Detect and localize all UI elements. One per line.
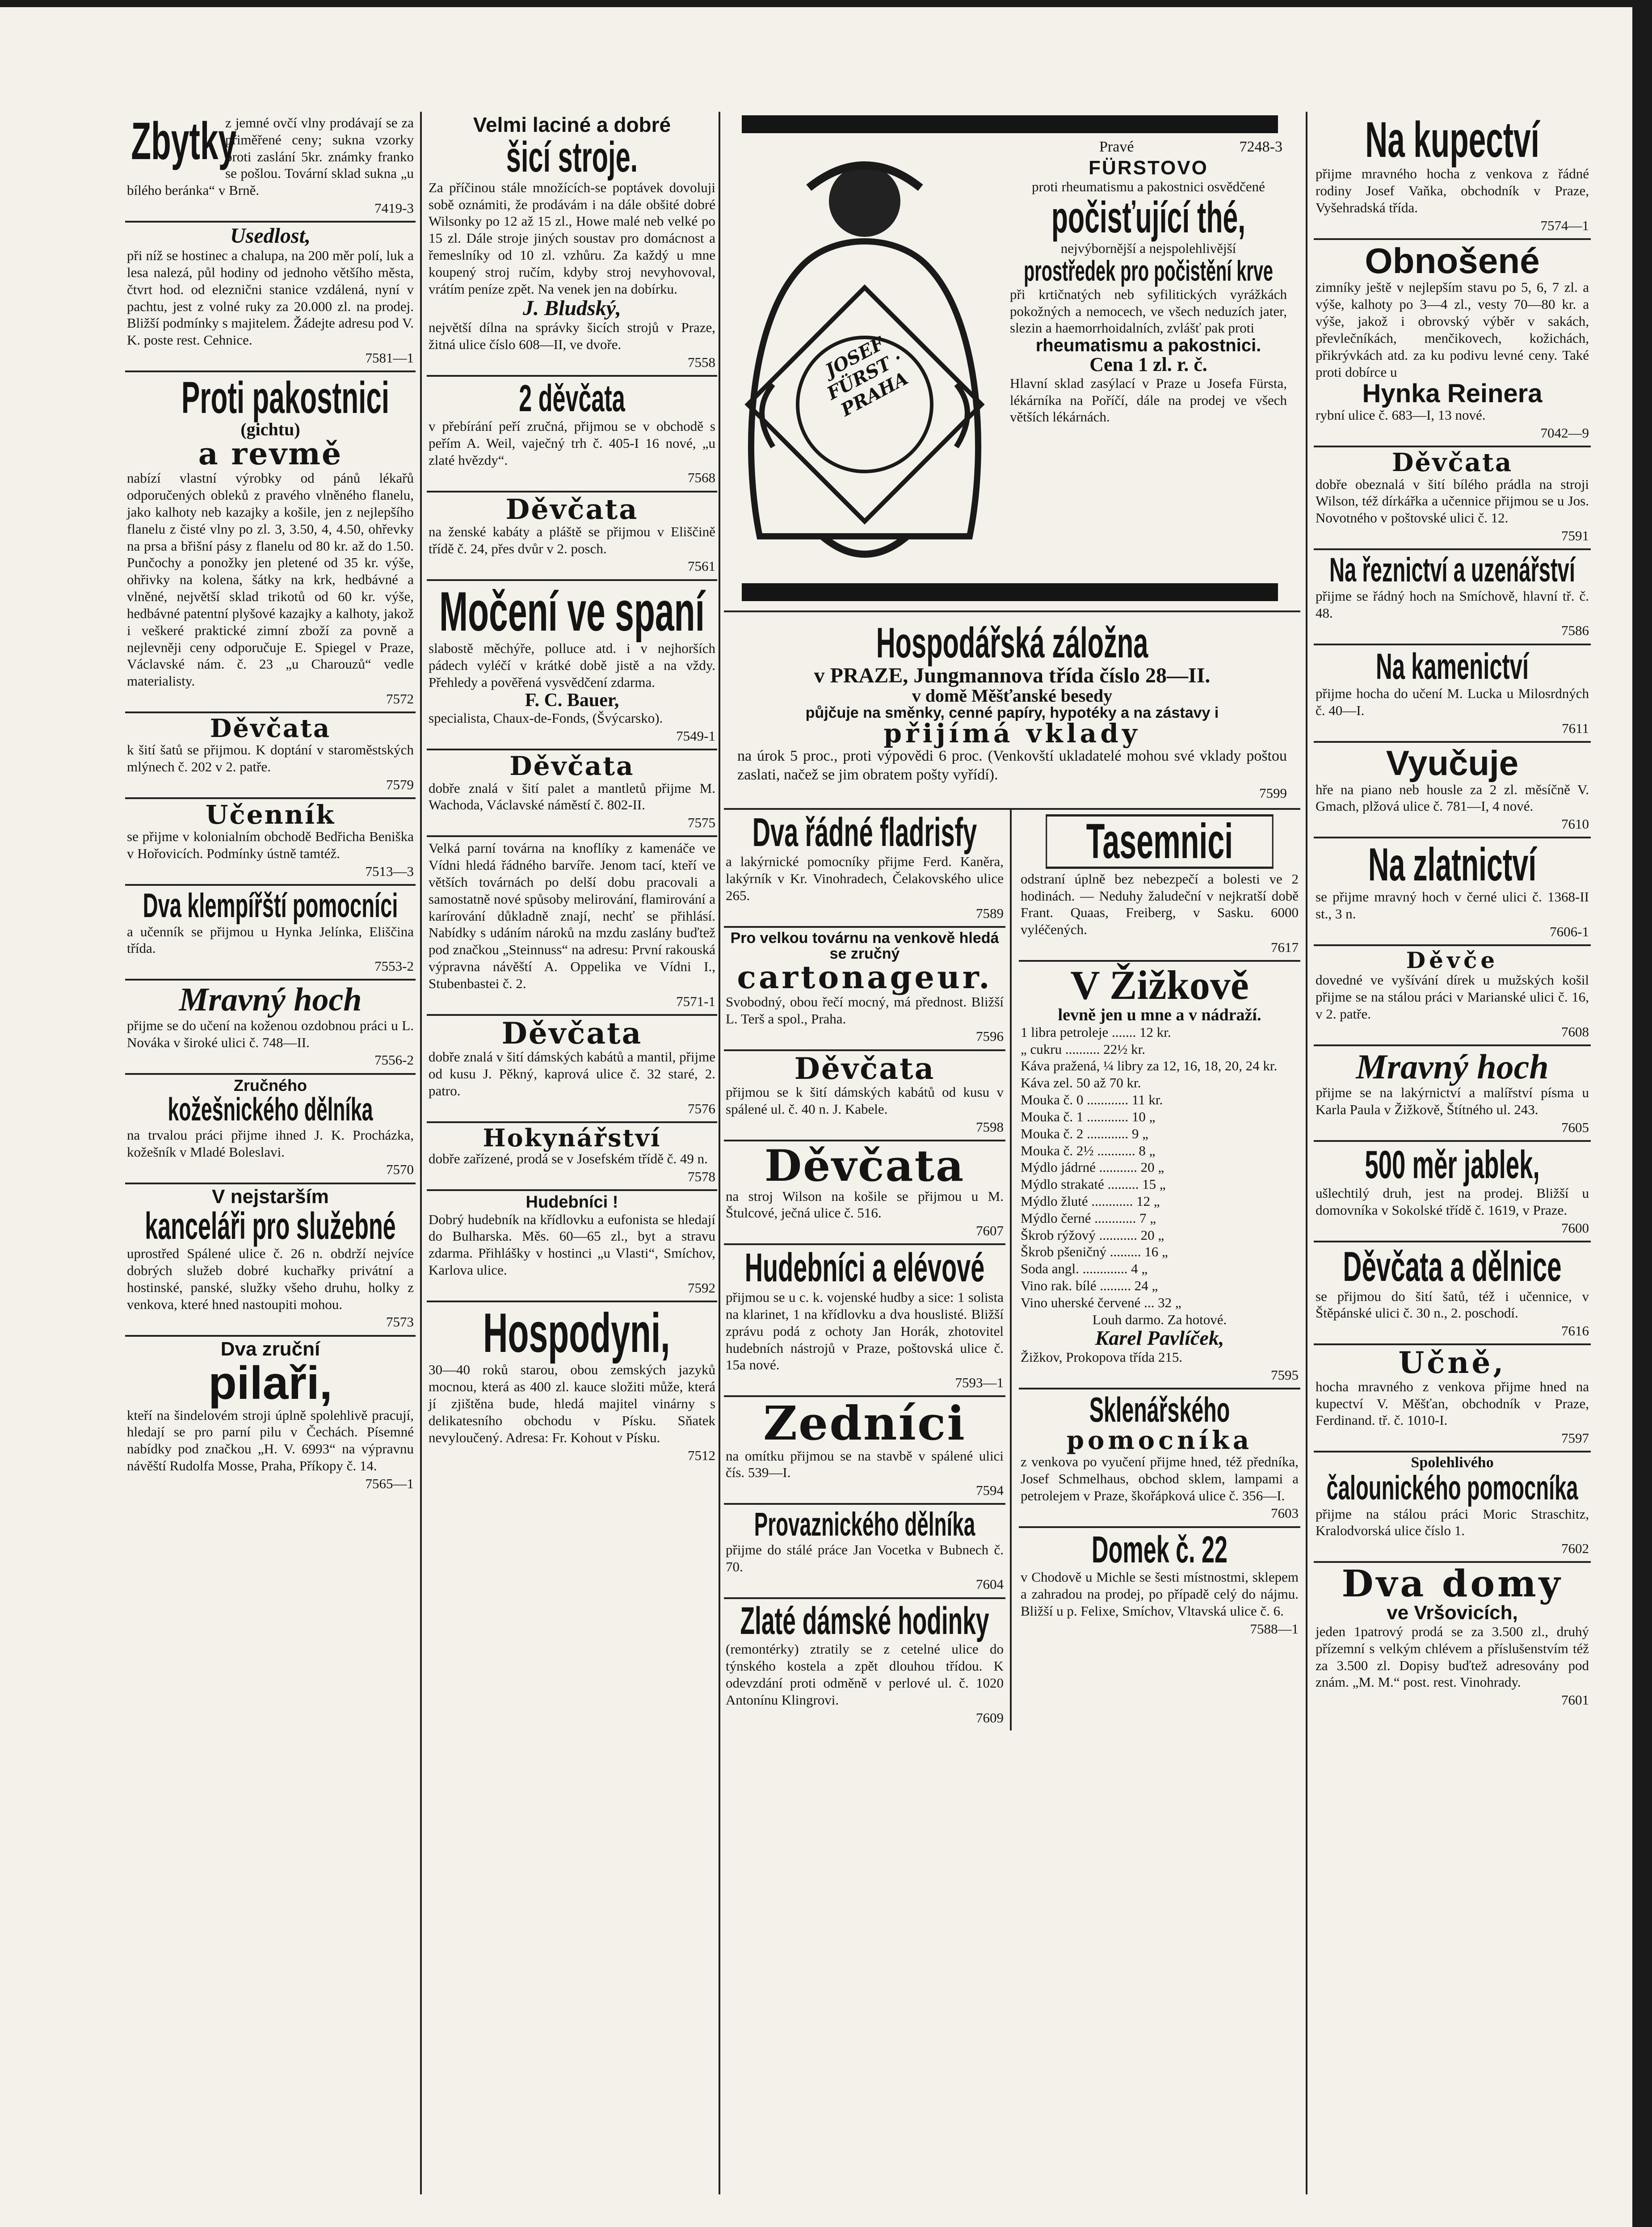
ad-zlatnictvi xyxy=(1314,838,1591,946)
column-3-split xyxy=(724,810,1300,1730)
ad-number: 7589 xyxy=(976,905,1004,921)
ad-headline: Učenník xyxy=(205,800,336,830)
ad-number: 7571-1 xyxy=(676,993,715,1009)
ad-number: 7556-2 xyxy=(374,1052,414,1068)
ad-headline: Děvčata xyxy=(764,1141,965,1191)
ad-text: Velká parní továrna na knoflíky z kamenáče ve Vídni hledá řádného barvíře. Jenom tací, kteří ve větších továrnách po delší dobu pracovali a samostatně nové spůsoby melirování, flamirování a karírování důkladně znají, nechť se přihlásí. Nabídky s udáním nároků na mzdu zaslány buďtež pod značkou „Steinnuss“ na adresu: První rakouská výpravna návěští A. Oppelika ve Vídni I., Stubenbastei č. 2. xyxy=(429,840,715,991)
ad-text: přijme se do učení na koženou ozdobnou práci u L. Nováka v široké ulici č. 748—II. xyxy=(127,1017,414,1050)
ad-headline: Děvčata xyxy=(210,714,331,744)
column-1 xyxy=(125,112,416,2194)
ad-services: půjčuje na směnky, cenné papíry, hypotéky a na zástavy i xyxy=(805,704,1219,721)
ad-text: jeden 1patrový prodá se za 3.500 zl., druhý přízemní s velkým chlévem a příslušenstvím též za 3.500 zl. Dopisy buďtež adresovány pod znám. „M. M.“ post. rest. Vinohrady. xyxy=(1316,1623,1589,1690)
ad-text: při krtičnatých neb syfilitických vyrážkách pokožných a nemocech, ve všech neduzích jater, slezin a haemorrhoidalních, zvlášť pak proti xyxy=(1010,286,1287,336)
ad-number: 7568 xyxy=(688,470,715,486)
ad-preheadline: Velmi laciné a dobré xyxy=(473,113,671,136)
ad-brand: FÜRSTOVO xyxy=(1089,157,1208,179)
ad-headline: Vyučuje xyxy=(1386,743,1519,783)
ad-number: 7570 xyxy=(386,1162,414,1178)
ad-number: 7606-1 xyxy=(1550,924,1589,940)
price-list-item: Mouka č. 0 ............ 11 kr. xyxy=(1021,1092,1163,1108)
price-list-item: „ cukru .......... 22½ kr. xyxy=(1021,1041,1145,1057)
ad-usedlost xyxy=(125,223,416,372)
ad-number: 7588—1 xyxy=(1250,1621,1299,1637)
price-list-item: Škrob pšeničný ......... 16 „ xyxy=(1021,1244,1168,1260)
ad-devcata-kabaty xyxy=(427,493,717,581)
ad-number: 7596 xyxy=(976,1028,1004,1044)
ad-number: 7419-3 xyxy=(374,200,414,216)
vignette-seal-text: JOSEF FÜRST · PRAHA xyxy=(822,333,912,421)
price-list-item: Mouka č. 1 ............ 10 „ xyxy=(1021,1108,1156,1124)
ad-zednici xyxy=(724,1397,1005,1505)
ad-headline: šicí stroje. xyxy=(506,133,638,181)
ad-number: 7599 xyxy=(1259,785,1287,801)
ad-number: 7572 xyxy=(386,690,414,707)
ad-vyucuje xyxy=(1314,743,1591,838)
ad-text: se přijme v kolonialním obchodě Bedřicha Beniška v Hořovicích. Podmínky ústně tamtéž. xyxy=(127,829,414,862)
ad-reznictvi xyxy=(1314,550,1591,645)
ad-number: 7575 xyxy=(688,815,715,831)
ad-devcata-kabatu xyxy=(724,1051,1005,1141)
ad-headline-2: přijímá vklady xyxy=(883,718,1141,749)
ad-ucennik xyxy=(125,799,416,886)
ad-text: slabostě měchýře, polluce atd. i v nejhorších pádech vyléčí v krátké době jistě a na vždy. Přehledy a pověřená vysvědčení zdarma. xyxy=(429,640,715,690)
ad-preheadline: Pro velkou továrnu na venkově hledá se zručný xyxy=(730,930,999,962)
column-rule xyxy=(719,112,720,2194)
ad-text: při níž se hostinec a chalupa, na 200 měr polí, luk a lesa nalezá, půl hodiny od jednoho většího města, čtvrt hod. od eleznični stanice vzdálená, nyní v pachtu, jest z volné ruky za 20.000 zl. na prodej. Bližší podmínky s majitelem. Žádejte adresu pod V. K. poste rest. Cehnice. xyxy=(127,248,414,348)
ad-preheadline: Sklenářského xyxy=(1089,1390,1230,1430)
ad-text: přijme mravného hocha z venkova z řádné rodiny Josef Vaňka, obchodník v Praze, Vyšehradská třída. xyxy=(1316,166,1589,215)
ad-hudebnici xyxy=(427,1191,717,1302)
ad-domek xyxy=(1019,1528,1300,1642)
ad-headline: Hudebníci ! xyxy=(525,1192,618,1212)
ad-number: 7611 xyxy=(1562,720,1589,736)
ad-text-2: rybní ulice č. 683—I, 13 nové. xyxy=(1316,407,1486,423)
ad-number: 7591 xyxy=(1561,528,1589,544)
ad-kupectvi xyxy=(1314,112,1591,240)
ad-headline: Na řeznictví a uzenářství xyxy=(1329,551,1575,589)
ad-text: přijme do stálé práce Jan Vocetka v Bubnech č. 70. xyxy=(726,1541,1004,1574)
ad-mravny-hoch xyxy=(125,981,416,1074)
ad-signature: Hynka Reinera xyxy=(1362,379,1543,408)
page-edge-right xyxy=(1632,0,1652,2227)
ad-headline: Zbytky xyxy=(131,112,237,171)
ad-text: na omítku přijmou se na stavbě v spálené ulici čís. 539—I. xyxy=(726,1448,1004,1481)
ad-signature: Karel Pavlíček, xyxy=(1095,1326,1224,1350)
ad-text: k šití šatů se přijmou. K doptání v staroměstských mlýnech č. 202 v 2. patře. xyxy=(127,742,414,775)
ad-text: Žižkov, Prokopova třída 215. xyxy=(1021,1349,1183,1365)
ad-headline: Dva klempířští pomocníci xyxy=(143,887,398,925)
ad-headline: Učně, xyxy=(1398,1345,1506,1381)
ad-text: se přijme mravný hoch v černé ulici č. 1368-II st., 3 n. xyxy=(1316,889,1589,922)
ad-v-zizkove xyxy=(1019,962,1300,1389)
price-list-item: Mýdlo žluté ............ 12 „ xyxy=(1021,1193,1160,1209)
ad-headline: Děvčata xyxy=(505,493,639,526)
price-list-item: Mouka č. 2 ............ 9 „ xyxy=(1021,1125,1148,1141)
ad-provaznik xyxy=(724,1505,1005,1599)
ad-headline: Obnošené xyxy=(1365,240,1540,281)
page-edge-top xyxy=(0,0,1652,7)
ad-text: 30—40 roků starou, obou zemských jazyků mocnou, která as 400 zl. kauce složiti může, která jí zjištěna bude, hledá majitel vinárny s delikatesního obchodu v Písku. Sňatek nevyloučený. Adresa: Fr. Kohout v Písku. xyxy=(429,1362,715,1445)
ad-text-2: Hlavní sklad zasýlací v Praze u Josefa Fürsta, lékárníka na Poříčí, dále na prodej ve všech větších lékárnách. xyxy=(1010,375,1287,425)
price-list xyxy=(1021,1024,1299,1311)
ad-headline: Hospodyni, xyxy=(483,1302,670,1364)
ad-number: 7586 xyxy=(1561,623,1589,639)
ad-text: zimníky ještě v nejlepším stavu po 5, 6, 7 zl. a výše, kalhoty po 3—4 zl., vesty 70—80 kr. a výše, jakož i obrovský výběr v sakách, převlečníkách, menčikovech, kožichách, přikrývkách atd. za ku podivu levné ceny. Také proti dobírce u xyxy=(1316,279,1589,380)
ad-headline: Děvčata a dělnice xyxy=(1343,1242,1562,1290)
ad-kozesnik xyxy=(125,1075,416,1184)
column-4 xyxy=(1314,112,1591,2194)
ad-mravny-hoch-2 xyxy=(1314,1046,1591,1142)
ad-devce xyxy=(1314,946,1591,1046)
ad-headline: Domek č. 22 xyxy=(1092,1528,1227,1570)
ad-headline: pilaři, xyxy=(208,1357,332,1409)
ad-devcata-wilson xyxy=(724,1141,1005,1246)
ad-number: 7558 xyxy=(688,354,715,370)
ad-preheadline: Pravé xyxy=(1099,139,1134,155)
ad-barvire xyxy=(427,837,717,1016)
ad-sici-stroje xyxy=(427,112,717,377)
ad-number: 7042—9 xyxy=(1540,425,1589,441)
ad-text: se přijmou do šití šatů, též i učennice, v Štěpánské ulici č. 30 n., 2. poschodí. xyxy=(1316,1288,1589,1321)
ad-text: dobře obeznalá v šití bílého prádla na stroji Wilson, též dírkářka a učennice přijmou se u Jos. Novotného v poštovské ulici č. 12. xyxy=(1316,476,1589,526)
ad-devcata-mantil xyxy=(427,1016,717,1123)
ad-headline: Děvče xyxy=(1406,947,1499,974)
ad-number: 7605 xyxy=(1561,1120,1589,1136)
ad-tasemnici xyxy=(1019,810,1300,962)
ad-cartonageur xyxy=(724,928,1005,1051)
ad-headline: Děvčata xyxy=(794,1051,935,1086)
column-rule xyxy=(1306,112,1307,2194)
ad-headline: Provaznického dělníka xyxy=(754,1506,975,1543)
ad-text: z venkova po vyučení přijme hned, též předníka, Josef Schmelhaus, obchod sklem, lampami a petrolejem v Praze, škořápková ulice č. 356—I. xyxy=(1021,1454,1299,1503)
ad-ucne xyxy=(1314,1345,1591,1452)
ad-number: 7581—1 xyxy=(365,350,414,366)
ad-preheadline: V nejstarším xyxy=(212,1185,329,1208)
ad-text: a lakýrnické pomocníky přijme Ferd. Kaněra, lakýrník v Kr. Vinohradech, Čelakovského ulice 265. xyxy=(726,854,1004,904)
ad-headline: V Žižkově xyxy=(1070,962,1249,1008)
ad-text: Dobrý hudebník na křídlovku a eufonista se hledají do Bulharska. Měs. 60—65 zl., byt a stravu zdarma. Přihlášky v hostinci „u Vlasti“, Smíchov, Karlova ulice. xyxy=(429,1211,715,1278)
ad-number: 7616 xyxy=(1561,1323,1589,1339)
column-3b xyxy=(1019,810,1300,1730)
ad-delnice xyxy=(1314,1242,1591,1346)
ad-hokynarstvi xyxy=(427,1123,717,1191)
ad-subheadline: (gichtu) xyxy=(240,419,300,440)
ad-signature: J. Bludský, xyxy=(522,296,622,320)
ad-headline: Dva řádné fladrisfy xyxy=(752,810,977,855)
ad-text: přijmou se k šití dámských kabátů od kusu v spálené ul. č. 40 n. J. Kabele. xyxy=(726,1084,1004,1117)
ad-preheadline: Dva zruční xyxy=(220,1338,320,1360)
price-list-item: Mýdlo černé ............ 7 „ xyxy=(1021,1210,1156,1226)
ad-text: a učenník se přijmou u Hynka Jelínka, Eliščina třída. xyxy=(127,923,414,956)
ad-emphasis: rheumatismu a pakostnici. xyxy=(1035,336,1261,356)
ad-headline: cartonageur. xyxy=(737,959,992,996)
ad-signature: F. C. Bauer, xyxy=(525,690,619,711)
ad-number: 7512 xyxy=(688,1447,715,1463)
ad-headline: čalounického pomocníka xyxy=(1326,1469,1578,1507)
ad-address: v PRAZE, Jungmannova třída číslo 28—II. xyxy=(814,663,1211,687)
ad-kancelar xyxy=(125,1184,416,1337)
ad-text: ušlechtilý druh, jest na prodej. Bližší u domovníka v Sokolské třídě č. 1619, v Praze. xyxy=(1316,1185,1589,1218)
ad-sklenar xyxy=(1019,1389,1300,1528)
ad-hodinky xyxy=(724,1599,1005,1730)
ad-headline: Mravný hoch xyxy=(1356,1047,1549,1086)
ad-number: 7608 xyxy=(1561,1023,1589,1040)
ad-text: na ženské kabáty a pláště se přijmou v Eliščině třídě č. 24, přes dvůr v 2. posch. xyxy=(429,523,715,556)
ad-headline: 2 děvčata xyxy=(519,377,625,420)
ad-subtext-2: nejvýbornější a nejspolehlivější xyxy=(1060,240,1236,256)
ad-text: hocha mravného z venkova přijme hned na kupectví V. Měšťan, obchodník v Praze, Ferdinand. tř. č. 1010-I. xyxy=(1316,1378,1589,1428)
ad-devcata-palet xyxy=(427,750,717,837)
price-list-item: Mouka č. 2½ ........... 8 „ xyxy=(1021,1142,1156,1158)
ad-number: 7549-1 xyxy=(676,728,715,744)
column-3a xyxy=(724,810,1012,1730)
price-list-item: Mýdlo jádrné ........... 20 „ xyxy=(1021,1159,1164,1175)
ad-headline-2: prostředek pro počistění krve xyxy=(1024,255,1273,287)
ad-body xyxy=(1010,139,1287,425)
ad-headline: Dva domy xyxy=(1341,1563,1563,1606)
ad-headline: Zedníci xyxy=(763,1397,966,1451)
ad-number: 7609 xyxy=(976,1709,1004,1726)
ad-headline: Usedlost, xyxy=(230,224,311,248)
column-rule xyxy=(420,112,422,2194)
ad-text: přijmou se u c. k. vojenské hudby a sice: 1 solista na klarinet, 1 na křídlovku a dva houslisté. Bližší zprávu podá z ochoty Jan Horák, zhotovitel hudebních nástrojů v Praze, poštovská ulice č. 15a nové. xyxy=(726,1289,1004,1373)
ad-number: 7597 xyxy=(1561,1430,1589,1446)
ad-headline: Hospodářská záložna xyxy=(876,619,1148,667)
ad-headline: pomocníka xyxy=(1066,1425,1253,1455)
ad-text: dobře znalá v šití palet a mantletů přijme M. Wachoda, Václavské náměstí č. 802-II. xyxy=(429,780,715,813)
ad-headline: Děvčata xyxy=(1391,448,1513,478)
ad-number: 7513—3 xyxy=(365,863,414,879)
ad-text: dobře znalá v šití dámských kabátů a mantil, přijme od kusu J. Pěkný, kaprová ulice č. 32 staré, 2. patro. xyxy=(429,1049,715,1099)
ad-headline: Hudebníci a elévové xyxy=(744,1246,985,1291)
ad-pilari xyxy=(125,1337,416,1496)
ad-devcata xyxy=(125,713,416,799)
ad-devcata-pradla xyxy=(1314,447,1591,550)
ornament-banner-bottom xyxy=(742,583,1278,601)
ad-number: 7592 xyxy=(688,1280,715,1296)
ad-headline-2: a revmě xyxy=(198,436,343,472)
ad-number: 7598 xyxy=(976,1119,1004,1135)
ad-subtext: proti rheumatismu a pakostnici osvědčené xyxy=(1032,178,1265,194)
ad-headline: kožešnického dělníka xyxy=(168,1092,373,1128)
column-3 xyxy=(724,112,1300,2194)
price-list-item: Soda angl. ............. 4 „ xyxy=(1021,1261,1148,1277)
ad-number: 7595 xyxy=(1271,1367,1299,1383)
ad-number: 7602 xyxy=(1561,1541,1589,1557)
ad-text: Svobodný, obou řečí mocný, má přednost. Bližší L. Terš a spol., Praha. xyxy=(726,994,1004,1027)
ad-number: 7604 xyxy=(976,1576,1004,1592)
ad-dva-domy xyxy=(1314,1563,1591,1713)
ad-number: 7607 xyxy=(976,1223,1004,1239)
ad-hospodyni xyxy=(427,1302,717,1468)
ad-text: kteří na šindelovém stroji úplně spolehlivě pracují, hledají se pro parní pilu v Čechách. Písemné nabídky pod značkou „H. V. 6993“ na výpravnu návěští Rudolfa Mosse, Praha, Příkopy č. 14. xyxy=(127,1407,414,1474)
price-list-item: Mýdlo strakaté ......... 15 „ xyxy=(1021,1176,1166,1192)
ad-headline: Zlaté dámské hodinky xyxy=(740,1599,989,1642)
ad-number: 7601 xyxy=(1561,1692,1589,1708)
ad-headline: Proti pakostnici xyxy=(181,373,390,423)
ad-text: dobře zařízené, prodá se v Josefském třídě č. 49 n. xyxy=(429,1150,708,1166)
ad-number: 7578 xyxy=(688,1168,715,1184)
ad-text: uprostřed Spálené ulice č. 26 n. obdrží nejvíce dobrých služeb dobré kuchařky privátní a hostinské, panské, služky všeho druhu, holky z venkova, které hned nastoupiti mohou. xyxy=(127,1246,414,1312)
ad-text: Za příčinou stále množících-se poptávek dovoluji sobě oznámiti, že prodávám i na dále obšité dobré Wilsonky po 12 až 15 zl., Howe malé neb velké po 15 zl. Dále stroje jiných soustav pro domácnost a řemeslníky od 10 zl. vzhůru. Za každý u mne koupený stroj ručím, kdyby stroj nevyhovoval, vrátím peníze zpět. Na venek jen na dobírku. xyxy=(429,179,715,297)
ad-headline: Na kamenictví xyxy=(1376,646,1529,687)
ad-headline: kanceláři pro služebné xyxy=(145,1204,396,1247)
ornament-banner-top xyxy=(742,115,1278,133)
ad-text: v Chodově u Michle se šesti místnostmi, sklepem a zahradou na prodej, po případě celý do nájmu. Bližší u p. Felixe, Smíchov, Vltavská ulice č. 6. xyxy=(1021,1569,1299,1619)
price-list-item: Káva pražená, ¼ libry za 12, 16, 18, 20, 24 kr. xyxy=(1021,1058,1278,1074)
ad-klempiri xyxy=(125,886,416,981)
ad-headline: 500 měr jablek, xyxy=(1365,1142,1540,1187)
ad-headline: Děvčata xyxy=(509,751,635,782)
ad-hospodarska-zalozna xyxy=(724,612,1300,810)
ad-number: 7561 xyxy=(688,558,715,574)
ad-number: 7574—1 xyxy=(1540,217,1589,233)
ad-furst-thee xyxy=(724,112,1300,612)
ad-headline: Na kupectví xyxy=(1365,112,1539,168)
ad-fladristy xyxy=(724,810,1005,928)
ad-number: 7579 xyxy=(386,776,414,792)
price-list-item: Vino uherské červené ... 32 „ xyxy=(1021,1294,1181,1310)
ad-headline: Děvčata xyxy=(501,1015,643,1051)
price-list-item: Vino rak. bílé ......... 24 „ xyxy=(1021,1278,1158,1293)
ad-preheadline: Zručného xyxy=(233,1076,307,1095)
ad-number: 7576 xyxy=(688,1100,715,1116)
ad-obnosene xyxy=(1314,240,1591,448)
ad-2-devcata xyxy=(427,377,717,492)
ad-zbytky xyxy=(125,112,416,223)
ad-text: na stroj Wilson na košile se přijmou u M. Štulcové, ječná ulice č. 516. xyxy=(726,1188,1004,1221)
ad-hudebnici-eleve xyxy=(724,1245,1005,1397)
ad-headline: Močení ve spaní xyxy=(439,581,705,643)
ad-number: 7573 xyxy=(386,1314,414,1330)
ad-text: přijme se řádný hoch na Smíchově, hlavní tř. č. 48. xyxy=(1316,588,1589,621)
price-list-item: Škrob rýžový ........... 20 „ xyxy=(1021,1227,1164,1243)
ad-footnote: Louh darmo. Za hotové. xyxy=(1092,1311,1227,1327)
ad-number: 7248-3 xyxy=(1239,139,1282,155)
ad-number: 7603 xyxy=(1271,1505,1299,1521)
ad-number: 7553-2 xyxy=(374,958,414,974)
ad-headline: Tasemnici xyxy=(1046,814,1274,869)
ad-text-2: největší dílna na správky šicích strojů v Praze, žitná ulice číslo 608—II, ve dvoře. xyxy=(429,320,715,353)
ad-text: (remontérky) ztratily se z cetelné ulice do týnského kostela a zpět dlouhou třídou. K odevzdání proti odměně v perlové ul. č. 1020 Antonínu Klingrovi. xyxy=(726,1641,1004,1708)
ad-text: dovedné ve vyšívání dírek u mužských košil přijme se na stálou práci v Marianské ulici č. 16, v 2. patře. xyxy=(1316,972,1589,1022)
ad-number: 7594 xyxy=(976,1482,1004,1499)
ad-moceni xyxy=(427,581,717,751)
price-list-item: 1 libra petroleje ....... 12 kr. xyxy=(1021,1024,1171,1040)
ad-preheadline: Spolehlivého xyxy=(1411,1454,1494,1471)
ad-headline: počisťující thé, xyxy=(1051,192,1246,242)
ad-number: 7593—1 xyxy=(955,1375,1004,1391)
ad-kamenictvi xyxy=(1314,645,1591,743)
price-list-item: Káva zel. 50 až 70 kr. xyxy=(1021,1075,1141,1091)
ad-text: přijme hocha do učení M. Lucka u Milosrdných č. 40—I. xyxy=(1316,686,1589,718)
ad-text-2: specialista, Chaux-de-Fonds, (Švýcarsko). xyxy=(429,710,663,726)
ad-subheadline: ve Vršovicích, xyxy=(1387,1602,1518,1624)
ad-price: Cena 1 zl. r. č. xyxy=(1089,353,1207,375)
ad-number: 7617 xyxy=(1271,939,1299,956)
ad-number: 7610 xyxy=(1561,816,1589,832)
ad-text: přijme na stálou práci Moric Straschitz, Kralodvorská ulice číslo 1. xyxy=(1316,1506,1589,1539)
ad-text: odstraní úplně bez nebezpečí a bolesti ve 2 hodinách. — Neduhy žaludeční v nejkratší době Frant. Quaas, Freiberg, v Sasku. 6000 vyléčených. xyxy=(1021,871,1299,938)
ad-calounik xyxy=(1314,1452,1591,1563)
ad-pakostnici xyxy=(125,372,416,713)
ad-headline: Hokynářství xyxy=(483,1123,661,1152)
ad-text: na úrok 5 proc., proti výpovědi 6 proc. (Venkovští ukladatelé mohou své vklady poštou zaslati, načež se jim obratem pošty vyřídí). xyxy=(737,748,1287,783)
ad-address-2: v domě Měšťanské besedy xyxy=(912,685,1113,706)
ad-number: 7600 xyxy=(1561,1220,1589,1236)
ad-number: 7565—1 xyxy=(365,1475,414,1491)
ad-text: na trvalou práci přijme ihned J. K. Procházka, kožešník v Mladé Boleslavi. xyxy=(127,1127,414,1160)
ad-subheadline: levně jen u mne a v nádraží. xyxy=(1058,1006,1261,1025)
ad-headline: Na zlatnictví xyxy=(1368,839,1537,891)
column-2 xyxy=(427,112,717,2194)
ad-text: hře na piano neb housle za 2 zl. měsíčně V. Gmach, plžová ulice č. 781—I, 4 nové. xyxy=(1316,781,1589,814)
ad-text: v přebírání peří zručná, přijmou se v obchodě s peřím A. Weil, vaječný trh č. 405-I 16 nové, „u zlaté hvězdy“. xyxy=(429,418,715,468)
ad-text: nabízí vlastní výrobky od pánů lékařů odporučených obleků z pravého vlněného flanelu, jako kalhoty neb kazajky a košile, jen z nejlepšího flanelu z čisté vlny po zl. 3, 3.50, 4, 4.50, ohřevky na prsa a břišní pásy z flanelu od 80 kr. až do 1.50. Punčochy a ponožky jen pletené od 35 kr. výše, ohřivky na kolena, šátky na krk, hedbávné a vlněné, největší sklad trikotů od 60 kr. výše, hedbávné patentní plyšové kazajky a kalhoty, jakož i veškeré praktické zimní zboží za povně a nejlevněji ceny odporučuje E. Spiegel v Praze, Václavské nám. č. 23 „u Charouzů“ vedle materialisty. xyxy=(127,470,414,689)
ad-text: přijme se na lakýrnictví a malířství písma u Karla Paula v Žižkově, Štítného ul. 243. xyxy=(1316,1085,1589,1118)
ad-text: z jemné ovčí vlny prodávají se za přiměřené ceny; sukna vzorky proti zaslání 5kr. známky franko se pošlou. Tovární sklad sukna „u bílého beránka“ v Brně. xyxy=(127,115,414,198)
ad-headline: Mravný hoch xyxy=(179,981,362,1019)
ad-jablek xyxy=(1314,1142,1591,1242)
